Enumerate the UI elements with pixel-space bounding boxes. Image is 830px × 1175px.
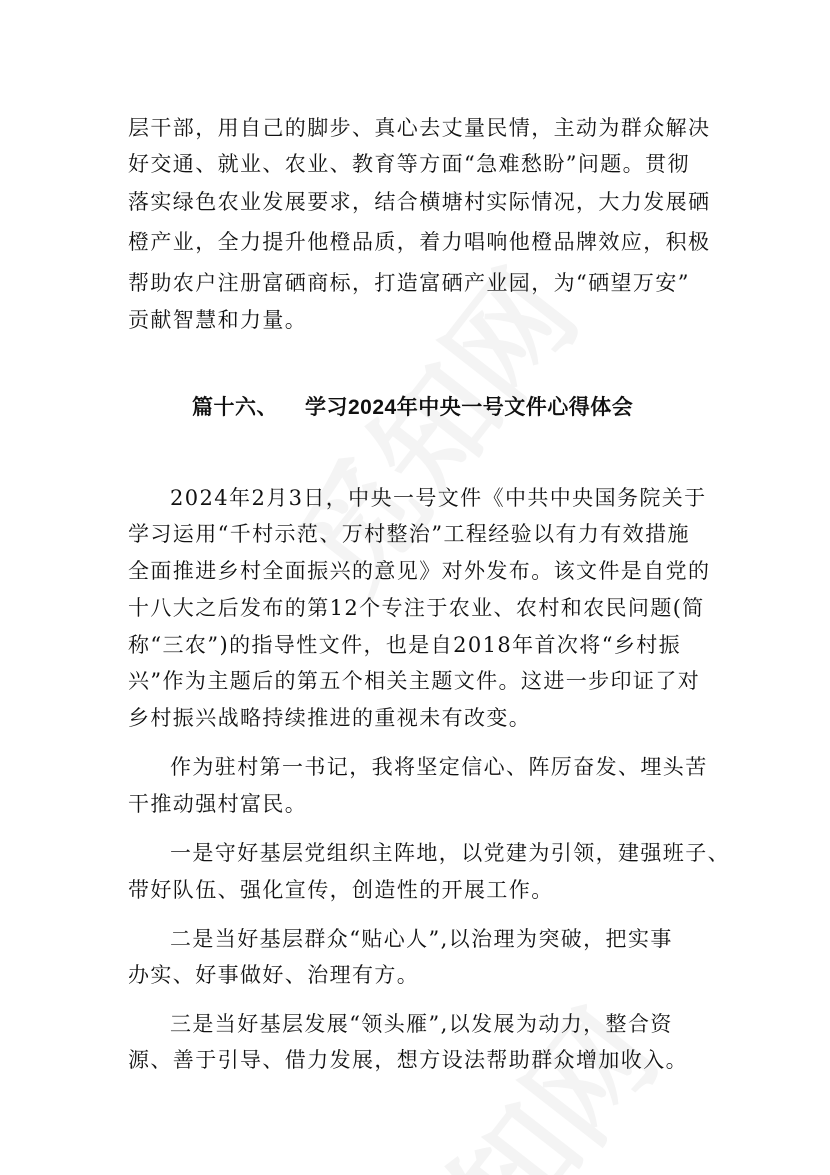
text-line: 办实、好事做好、治理有方。 [128,963,420,987]
text-line: 十八大之后发布的第12个专注于农业、农村和农民问题(简 [128,596,705,620]
text-line: 好交通、就业、农业、教育等方面“急难愁盼”问题。贯彻 [128,152,690,176]
text-line: 二是当好基层群众“贴心人”,以治理为突破，把实事 [170,927,673,951]
text-line: 帮助农户注册富硒商标，打造富硒产业园，为“硒望万安” [128,271,690,295]
text-line: 源、善于引导、借力发展，想方设法帮助群众增加收入。 [128,1048,688,1072]
text-line: 贡献智慧和力量。 [128,308,308,332]
text-line: 干推动强村富民。 [128,792,308,816]
text-line: 乡村振兴战略持续推进的重视未有改变。 [128,706,532,730]
text-line: 学习运用“千村示范、万村整治”工程经验以有力有效措施 [128,522,690,546]
text-line: 带好队伍、强化宣传，创造性的开展工作。 [128,878,554,902]
section-title: 学习2024年中央一号文件心得体会 [305,396,634,419]
section-number: 篇十六、 [192,396,278,419]
text-line: 2024年2月3日，中央一号文件《中共中央国务院关于 [170,486,707,510]
text-line: 一是守好基层党组织主阵地，以党建为引领，建强班子、 [170,841,730,865]
text-line: 称“三农”)的指导性文件，也是自2018年首次将“乡村振 [128,633,682,657]
text-line: 三是当好基层发展“领头雁”,以发展为动力，整合资 [170,1012,673,1036]
text-line: 落实绿色农业发展要求，结合横塘村实际情况，大力发展硒 [128,190,711,214]
text-line: 橙产业，全力提升他橙品质，着力唱响他橙品牌效应，积极 [128,230,711,254]
text-line: 作为驻村第一书记，我将坚定信心、阵厉奋发、埋头苦 [170,755,708,779]
text-line: 层干部，用自己的脚步、真心去丈量民情，主动为群众解决 [128,116,711,140]
text-line: 兴”作为主题后的第五个相关主题文件。这进一步印证了对 [128,669,701,693]
text-line: 全面推进乡村全面振兴的意见》对外发布。该文件是自党的 [128,559,711,583]
watermark [331,971,688,1175]
section-heading [192,394,633,422]
